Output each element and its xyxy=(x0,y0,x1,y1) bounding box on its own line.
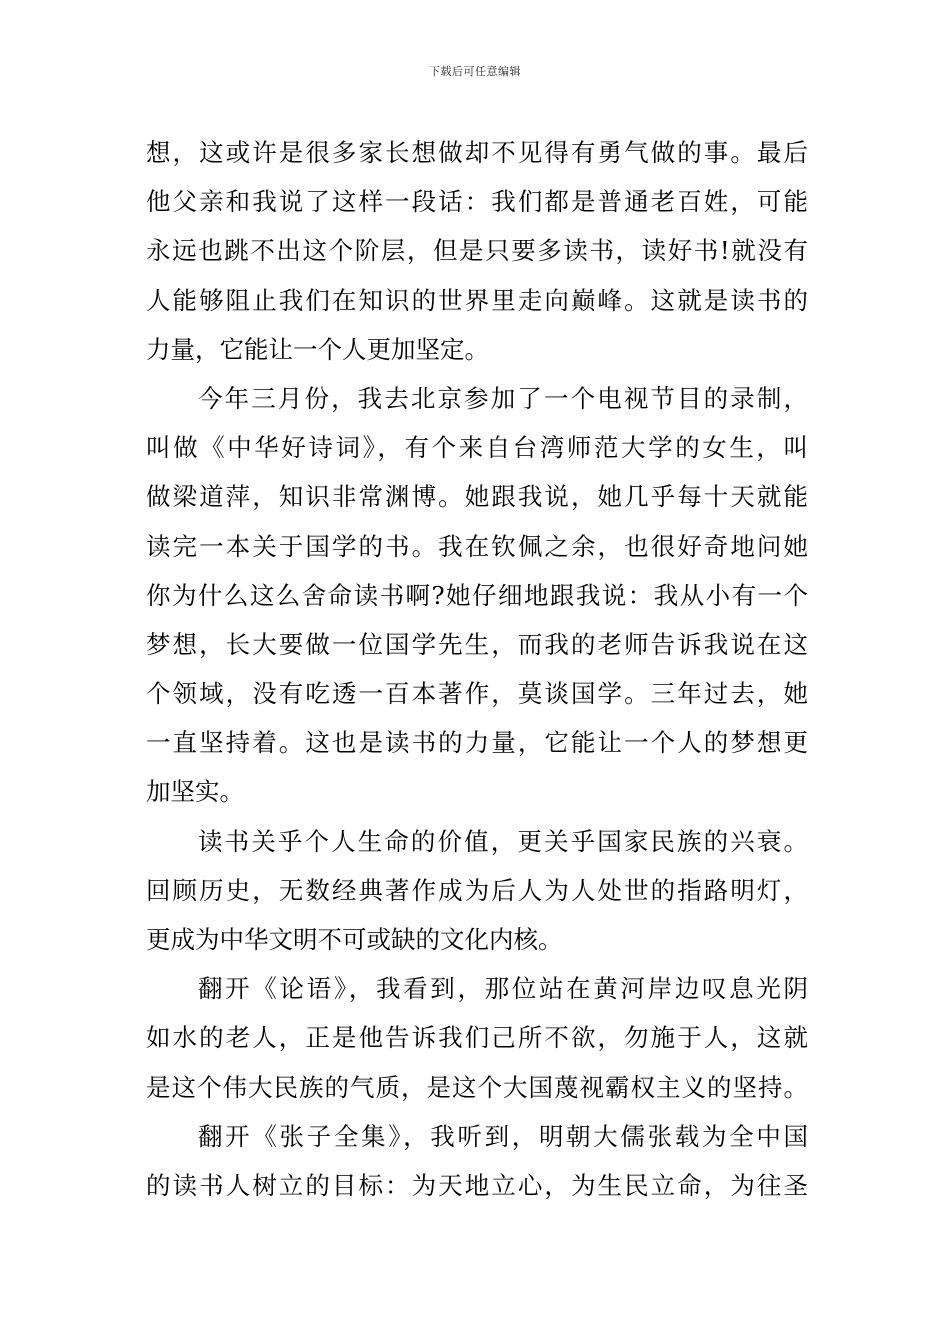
text-line: 梦想，长大要做一位国学先生，而我的老师告诉我说在这 xyxy=(146,629,808,659)
document-body xyxy=(146,128,808,1210)
text-line: 读书关乎个人生命的价值，更关乎国家民族的兴衰。 xyxy=(198,826,808,856)
text-line: 的读书人树立的目标：为天地立心，为生民立命，为往圣 xyxy=(146,1170,808,1200)
text-line: 你为什么这么舍命读书啊?她仔细地跟我说：我从小有一个 xyxy=(146,580,808,610)
paragraph xyxy=(146,817,808,965)
text-line: 回顾历史，无数经典著作成为后人为人处世的指路明灯， xyxy=(146,875,808,905)
text-line: 力量，它能让一个人更加坚定。 xyxy=(146,334,489,364)
text-line: 永远也跳不出这个阶层，但是只要多读书，读好书!就没有 xyxy=(146,236,808,266)
text-line: 是这个伟大民族的气质，是这个大国蔑视霸权主义的坚持。 xyxy=(146,1072,808,1102)
text-line: 叫做《中华好诗词》，有个来自台湾师范大学的女生，叫 xyxy=(146,433,808,463)
text-line: 人能够阻止我们在知识的世界里走向巅峰。这就是读书的 xyxy=(146,285,808,315)
text-line: 一直坚持着。这也是读书的力量，它能让一个人的梦想更 xyxy=(146,728,808,758)
text-line: 读完一本关于国学的书。我在钦佩之余，也很好奇地问她 xyxy=(146,531,808,561)
text-line: 今年三月份，我去北京参加了一个电视节目的录制， xyxy=(198,383,808,413)
paragraph xyxy=(146,128,808,374)
paragraph xyxy=(146,374,808,817)
text-line: 翻开《张子全集》，我听到，明朝大儒张载为全中国 xyxy=(198,1121,808,1151)
text-line: 做梁道萍，知识非常渊博。她跟我说，她几乎每十天就能 xyxy=(146,482,808,512)
paragraph xyxy=(146,1112,808,1210)
text-line: 更成为中华文明不可或缺的文化内核。 xyxy=(146,925,563,954)
text-line: 翻开《论语》，我看到，那位站在黄河岸边叹息光阴 xyxy=(198,974,808,1004)
page-header: 下载后可任意编辑 xyxy=(429,65,521,78)
text-line: 加坚实。 xyxy=(146,777,244,807)
text-line: 想，这或许是很多家长想做却不见得有勇气做的事。最后 xyxy=(146,138,808,167)
text-line: 他父亲和我说了这样一段话：我们都是普通老百姓，可能 xyxy=(146,187,808,217)
paragraph xyxy=(146,964,808,1112)
text-line: 个领域，没有吃透一百本著作，莫谈国学。三年过去，她 xyxy=(146,679,808,709)
text-line: 如水的老人，正是他告诉我们己所不欲，勿施于人，这就 xyxy=(146,1023,808,1053)
